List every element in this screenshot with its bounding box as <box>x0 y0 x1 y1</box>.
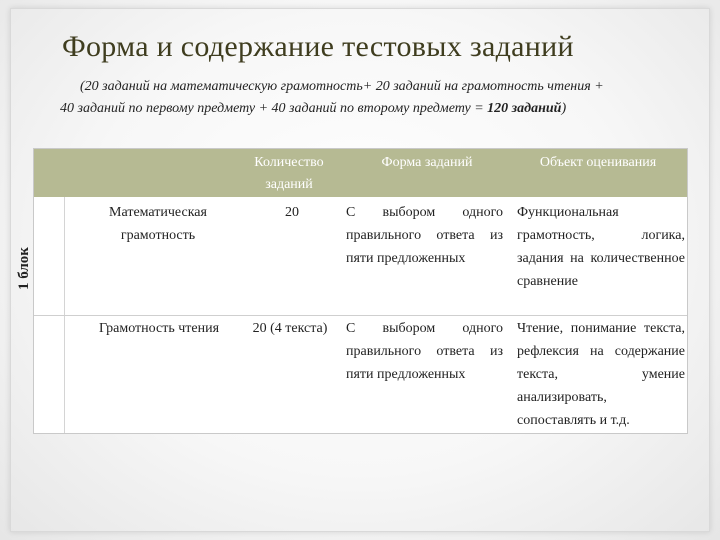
header-count: Количество заданий <box>254 155 324 192</box>
block-label: 1 блок <box>16 247 32 290</box>
row2-subject: Грамотность чтения <box>98 321 220 336</box>
row1-count: 20 <box>285 205 299 220</box>
subtitle-close-paren: ) <box>561 101 567 116</box>
row2-count: 20 (4 текста) <box>252 321 328 336</box>
slide-subtitle <box>62 76 682 120</box>
header-object: Объект оценивания <box>539 155 657 170</box>
subtitle-line-2 <box>60 98 682 120</box>
subtitle-line-2-text: 40 заданий по первому предмету + 40 заданий по второму предмету = <box>60 101 488 116</box>
row1-object: Функциональная грамотность, логика, задания на количественное сравнение <box>517 205 685 289</box>
tasks-table <box>33 148 688 434</box>
subtitle-line-1: (20 заданий на математическую грамотность+ 20 заданий на грамотность чтения + <box>80 79 604 94</box>
row2-form: С выбором одного правильного ответа из пяти предложенных <box>346 321 503 382</box>
row2-object: Чтение, понимание текста, рефлексия на содержание текста, умение анализировать, сопоставлять и т.д. <box>517 321 685 428</box>
subtitle-total: 120 заданий <box>487 101 562 116</box>
row1-subject: Математическая грамотность <box>109 205 207 243</box>
table-header-row <box>34 149 687 197</box>
slide-title: Форма и содержание тестовых заданий <box>62 30 574 63</box>
row-divider <box>34 315 687 316</box>
row1-form: С выбором одного правильного ответа из пяти предложенных <box>346 205 503 266</box>
header-form: Форма заданий <box>381 155 473 170</box>
